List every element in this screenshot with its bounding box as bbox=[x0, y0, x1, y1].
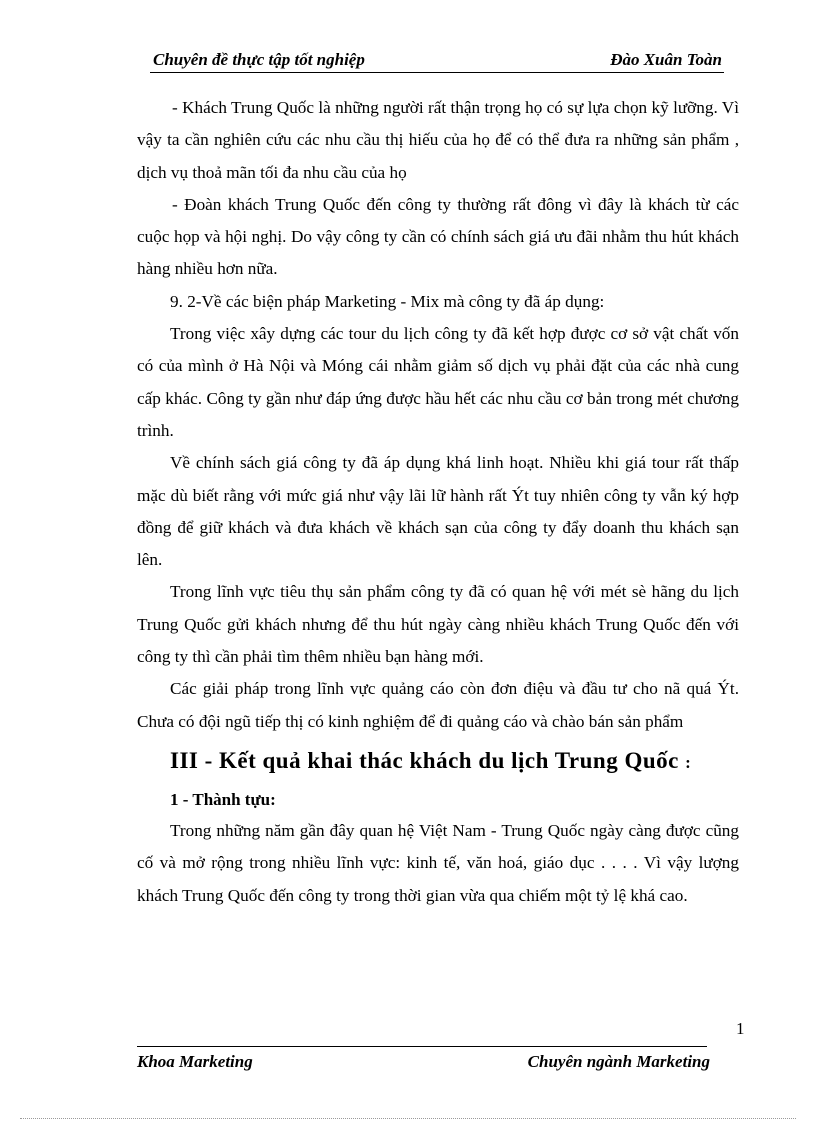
section-title: III - Kết quả khai thác khách du lịch Trung Quốc bbox=[170, 747, 679, 773]
paragraph: - Đoàn khách Trung Quốc đến công ty thường rất đông vì đây là khách từ các cuộc họp và hội nghị. Do vậy công ty cần có chính sách giá ưu đãi nhằm thu hút khách hàng nhiều hơn nữa. bbox=[137, 194, 739, 279]
paragraph: 9. 2-Về các biện pháp Marketing - Mix mà công ty đã áp dụng: bbox=[170, 291, 605, 311]
footer-faculty: Khoa Marketing bbox=[137, 1052, 253, 1071]
page-number: 1 bbox=[736, 1019, 745, 1038]
subsection-heading: 1 - Thành tựu: bbox=[170, 789, 276, 809]
section-heading bbox=[137, 738, 739, 784]
paragraph: Trong lĩnh vực tiêu thụ sản phẩm công ty đã có quan hệ với mét sè hãng du lịch Trung Quốc gửi khách nhưng để thu hút ngày càng nhiều khách Trung Quốc đến với công ty thì cần phải tìm thêm nhiều bạn hàng mới. bbox=[137, 582, 739, 667]
paragraph: Các giải pháp trong lĩnh vực quảng cáo còn đơn điệu và đầu tư cho nã quá Ýt. Chưa có đội ngũ tiếp thị có kinh nghiệm để đi quảng cáo và chào bán sản phẩm bbox=[137, 679, 739, 731]
header-author: Đào Xuân Toàn bbox=[610, 50, 722, 69]
page-header bbox=[150, 50, 724, 73]
body-text bbox=[137, 92, 739, 912]
header-title: Chuyên đề thực tập tốt nghiệp bbox=[153, 50, 365, 69]
section-colon: : bbox=[685, 752, 692, 772]
paragraph: Trong việc xây dựng các tour du lịch công ty đã kết hợp được cơ sở vật chất vốn có của mình ở Hà Nội và Móng cái nhằm giảm số dịch vụ phải đặt của các nhà cung cấp khác. Công ty gần như đáp ứng được hầu hết các nhu cầu cơ bản trong mét chương trình. bbox=[137, 324, 739, 440]
paragraph: Về chính sách giá công ty đã áp dụng khá linh hoạt. Nhiều khi giá tour rất thấp mặc dù biết rằng với mức giá như vậy lãi lữ hành rất Ýt tuy nhiên công ty vẫn ký hợp đồng để giữ khách và đưa khách về khách sạn của công ty đẩy doanh thu khách sạn lên. bbox=[137, 453, 739, 570]
paragraph: - Khách Trung Quốc là những người rất thận trọng họ có sự lựa chọn kỹ lưỡng. Vì vậy ta cần nghiên cứu các nhu cầu thị hiếu của họ để có thể đưa ra những sản phẩm , dịch vụ thoả mãn tối đa nhu cầu của họ bbox=[137, 98, 739, 182]
footer-divider bbox=[137, 1046, 707, 1047]
page-break-line bbox=[20, 1118, 796, 1119]
footer-major: Chuyên ngành Marketing bbox=[527, 1052, 710, 1071]
paragraph: Trong những năm gần đây quan hệ Việt Nam - Trung Quốc ngày càng được cũng cố và mở rộng trong nhiều lĩnh vực: kinh tế, văn hoá, giáo dục . . . . Vì vậy lượng khách Trung Quốc đến công ty trong thời gian vừa qua chiếm một tỷ lệ khá cao. bbox=[137, 820, 739, 905]
